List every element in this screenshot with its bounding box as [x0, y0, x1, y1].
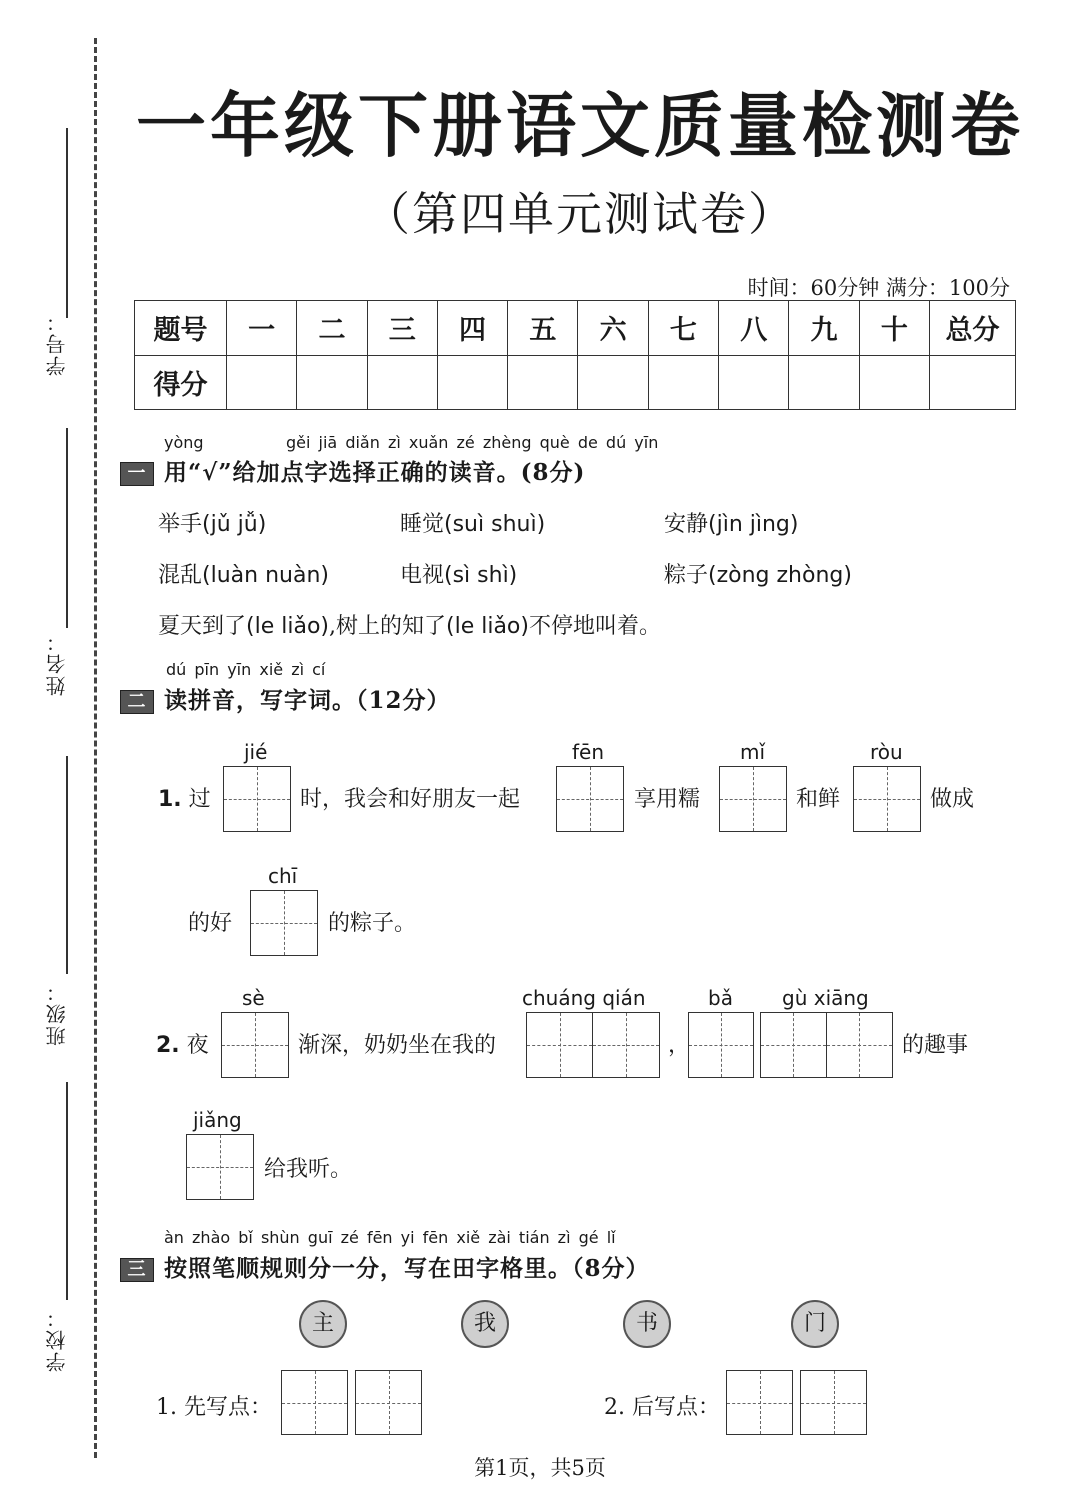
sentence-part: 时，我会和好朋友一起	[300, 787, 521, 812]
sentence-part: 的粽子。	[328, 911, 417, 936]
tianzige-box[interactable]	[853, 766, 921, 832]
section2-badge: 二	[120, 690, 154, 714]
tianzige-box-2[interactable]	[526, 1012, 660, 1078]
q1-options: (le liǎo)	[246, 614, 329, 639]
sentence-part: 的好	[188, 911, 233, 936]
q1-word: 睡觉	[400, 512, 445, 537]
page-subtitle: （第四单元测试卷）	[364, 187, 796, 241]
sentence-part: 夜	[186, 1033, 209, 1058]
q1-item[interactable]	[400, 558, 517, 589]
q1-item[interactable]	[664, 507, 798, 538]
sentence-part: 渐深，奶奶坐在我的	[298, 1033, 497, 1058]
tianzige-box[interactable]	[186, 1134, 254, 1200]
q1-item[interactable]	[664, 558, 852, 589]
table-cell: 七	[648, 301, 718, 356]
name-line	[66, 428, 68, 628]
table-cell: 五	[508, 301, 578, 356]
section3-heading	[120, 1250, 650, 1283]
score-input-cell[interactable]	[437, 355, 507, 410]
sentence-part: 给我听。	[264, 1157, 353, 1182]
q1-item[interactable]	[158, 507, 266, 538]
page-title: 一年级下册语文质量检测卷	[136, 84, 1024, 167]
exam-meta: 时间：60分钟 满分：100分	[747, 276, 1010, 300]
q2-1-number	[158, 782, 211, 813]
table-cell: 二	[297, 301, 367, 356]
pinyin-hint: chuáng qián	[522, 986, 646, 1010]
table-cell: 题号	[135, 301, 227, 356]
tianzige-box[interactable]	[726, 1370, 793, 1435]
sentence-part: 过	[188, 787, 211, 812]
section3-q2-label: 2. 后写点：	[604, 1395, 720, 1420]
table-cell: 六	[578, 301, 648, 356]
page-footer: 第1页，共5页	[474, 1456, 606, 1480]
q1-word: 安静	[664, 512, 709, 537]
section1-badge: 一	[120, 462, 154, 486]
school-label: 学校：	[45, 1306, 69, 1372]
score-table-score-row	[135, 355, 1016, 410]
cut-line	[94, 38, 97, 1458]
q1-options: (zòng zhòng)	[708, 563, 852, 588]
q1-word: 混乱	[158, 563, 203, 588]
pinyin-hint: fēn	[572, 740, 605, 764]
pinyin-hint: mǐ	[740, 740, 766, 764]
class-line	[66, 756, 68, 974]
pinyin-hint: bǎ	[708, 986, 733, 1010]
sentence-part: 不停地叫着。	[528, 614, 661, 639]
char-badge: 书	[623, 1300, 671, 1348]
section3-title: 按照笔顺规则分一分，写在田字格里。（8分）	[164, 1255, 650, 1282]
q2-2-number	[156, 1028, 209, 1059]
q1-options: (jìn jìng)	[708, 512, 799, 537]
tianzige-box-2[interactable]	[760, 1012, 893, 1078]
table-cell: 得分	[135, 355, 227, 410]
section1-pinyin-a: yòng	[164, 433, 204, 452]
char-badge: 我	[461, 1300, 509, 1348]
name-label: 姓名：	[45, 630, 69, 696]
section2-title: 读拼音，写字词。（12分）	[164, 687, 451, 714]
sentence-part: 和鲜	[796, 787, 841, 812]
score-input-cell[interactable]	[648, 355, 718, 410]
score-input-cell[interactable]	[508, 355, 578, 410]
pinyin-hint: sè	[242, 986, 265, 1010]
tianzige-box[interactable]	[281, 1370, 348, 1435]
tianzige-box[interactable]	[719, 766, 787, 832]
question-number: 1.	[158, 787, 182, 812]
section1-pinyin-b: gěi jiā diǎn zì xuǎn zé zhèng què de dú yīn	[286, 433, 659, 452]
student-id-label: 学号：	[45, 310, 69, 376]
pinyin-hint: gù xiāng	[782, 986, 869, 1010]
table-cell: 十	[859, 301, 929, 356]
char-badge: 门	[791, 1300, 839, 1348]
q1-options: (sì shì)	[444, 563, 518, 588]
score-input-cell[interactable]	[227, 355, 297, 410]
sentence-part: 的趣事	[902, 1033, 969, 1058]
table-cell: 八	[719, 301, 789, 356]
score-input-cell[interactable]	[367, 355, 437, 410]
table-cell: 九	[789, 301, 859, 356]
q1-word: 粽子	[664, 563, 709, 588]
sentence-part: ，	[668, 1033, 691, 1058]
q1-options: (jǔ jǚ)	[202, 512, 267, 537]
tianzige-box[interactable]	[221, 1012, 289, 1078]
score-input-cell[interactable]	[789, 355, 859, 410]
sentence-part: 夏天到了	[158, 614, 247, 639]
tianzige-box[interactable]	[223, 766, 291, 832]
char-badge: 主	[299, 1300, 347, 1348]
q1-word: 举手	[158, 512, 203, 537]
tianzige-box[interactable]	[688, 1012, 754, 1078]
section2-heading	[120, 682, 451, 715]
q1-options: (luàn nuàn)	[202, 563, 329, 588]
section2-pinyin: dú pīn yīn xiě zì cí	[166, 660, 326, 679]
pinyin-hint: jiǎng	[193, 1108, 242, 1132]
score-table-header-row	[135, 301, 1016, 356]
table-cell: 四	[437, 301, 507, 356]
class-label: 班级：	[45, 980, 69, 1046]
question-number: 2.	[156, 1033, 180, 1058]
q1-word: 电视	[400, 563, 445, 588]
score-table	[134, 300, 1016, 410]
tianzige-box[interactable]	[556, 766, 624, 832]
q1-sentence[interactable]	[158, 609, 661, 640]
pinyin-hint: chī	[268, 864, 298, 888]
sentence-part: 做成	[930, 787, 975, 812]
pinyin-hint: ròu	[870, 740, 903, 764]
q1-options: (suì shuì)	[444, 512, 546, 537]
tianzige-box[interactable]	[355, 1370, 422, 1435]
pinyin-hint: jié	[244, 740, 268, 764]
sentence-part: ,树上的知了	[329, 614, 446, 639]
section1-title: 用“√”给加点字选择正确的读音。(8分)	[164, 459, 586, 486]
tianzige-box[interactable]	[800, 1370, 867, 1435]
table-cell: 总分	[930, 301, 1016, 356]
score-input-cell[interactable]	[719, 355, 789, 410]
sentence-part: 享用糯	[634, 787, 701, 812]
school-line	[66, 1082, 68, 1300]
q1-options: (le liǎo)	[446, 614, 529, 639]
table-cell: 三	[367, 301, 437, 356]
section3-badge: 三	[120, 1258, 154, 1282]
section3-q1-label: 1. 先写点：	[156, 1395, 272, 1420]
table-cell: 一	[227, 301, 297, 356]
section1-heading	[120, 454, 585, 487]
section3-pinyin: àn zhào bǐ shùn guī zé fēn yi fēn xiě zài tián zì gé lǐ	[164, 1228, 616, 1247]
score-input-cell[interactable]	[297, 355, 367, 410]
score-input-cell[interactable]	[578, 355, 648, 410]
score-input-cell[interactable]	[859, 355, 929, 410]
q1-item[interactable]	[158, 558, 329, 589]
tianzige-box[interactable]	[250, 890, 318, 956]
score-input-cell[interactable]	[930, 355, 1016, 410]
q1-item[interactable]	[400, 507, 545, 538]
